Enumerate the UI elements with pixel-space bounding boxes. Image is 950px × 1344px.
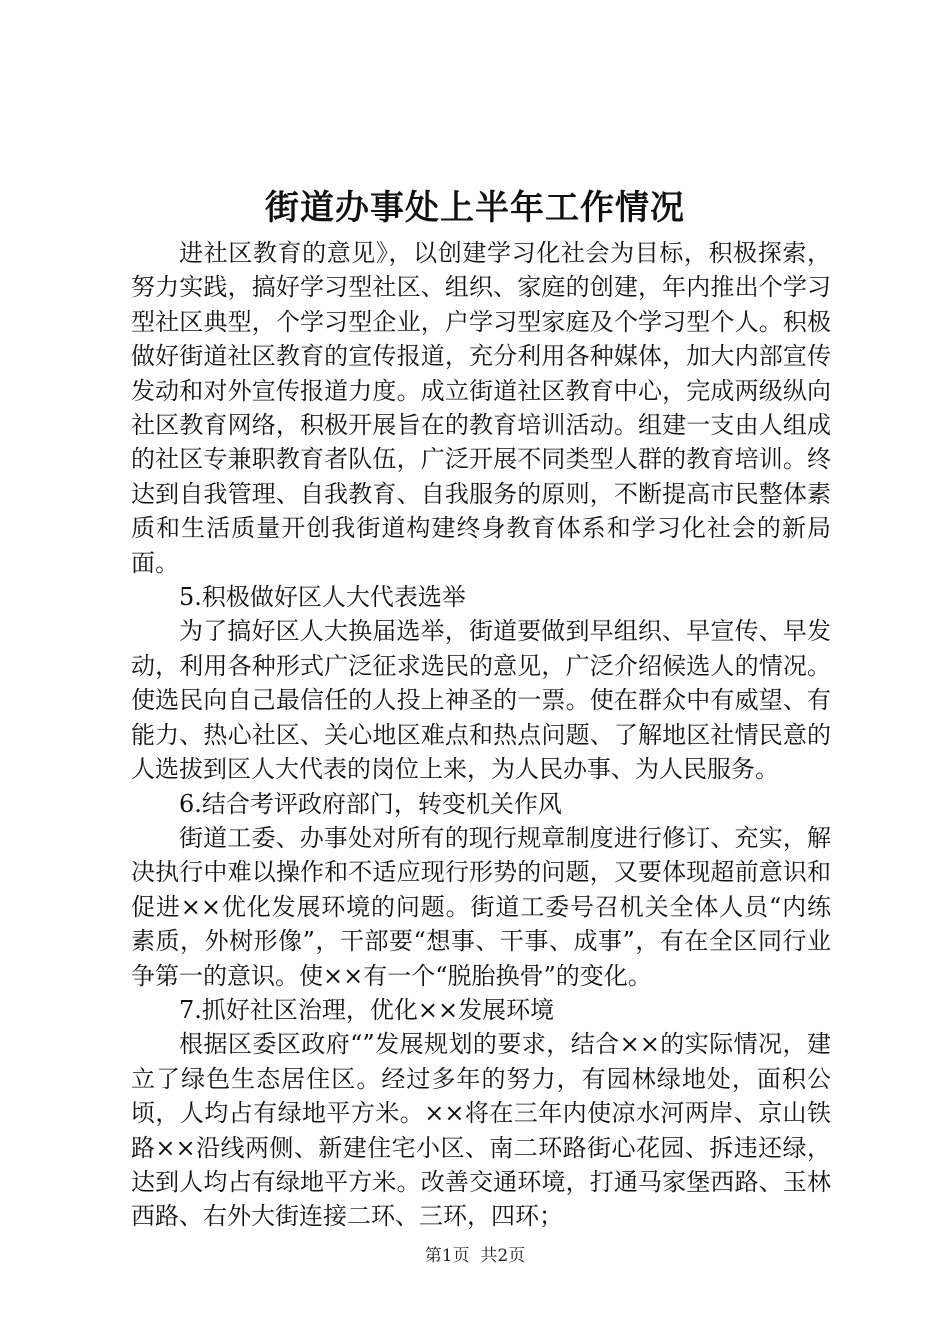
section-heading: 5.积极做好区人大代表选举 <box>179 583 466 612</box>
page-number: 第1页 <box>424 1246 470 1266</box>
document-body <box>131 236 831 1234</box>
page-footer <box>0 1244 950 1268</box>
body-paragraph: 为了搞好区人大换届选举，街道要做到早组织、早宣传、早发动，利用各种形式广泛征求选民的意见，广泛介绍候选人的情况。使选民向自己最信任的人投上神圣的一票。使在群众中有威望、有能力、热心社区、关心地区难点和热点问题、了解地区社情民意的人选拔到区人大代表的岗位上来，为人民办事、为人民服务。 <box>131 617 831 784</box>
body-paragraph: 进社区教育的意见》，以创建学习化社会为目标，积极探索，努力实践，搞好学习型社区、组织、家庭的创建，年内推出个学习型社区典型，个学习型企业，户学习型家庭及个学习型个人。积极做好街道社区教育的宣传报道，充分利用各种媒体，加大内部宣传发动和对外宣传报道力度。成立街道社区教育中心，完成两级纵向社区教育网络，积极开展旨在的教育培训活动。组建一支由人组成的社区专兼职教育者队伍，广泛开展不同类型人群的教育培训。终达到自我管理、自我教育、自我服务的原则，不断提高市民整体素质和生活质量开创我街道构建终身教育体系和学习化社会的新局面。 <box>131 239 831 577</box>
section-heading: 6.结合考评政府部门，转变机关作风 <box>179 789 562 818</box>
page-total: 共2页 <box>480 1246 526 1266</box>
body-paragraph: 街道工委、办事处对所有的现行规章制度进行修订、充实，解决执行中难以操作和不适应现行形势的问题，又要体现超前意识和促进××优化发展环境的问题。街道工委号召机关全体人员“内练素质，外树形像”，干部要“想事、干事、成事”，有在全区同行业争第一的意识。使××有一个“脱胎换骨”的变化。 <box>131 823 831 990</box>
section-heading: 7.抓好社区治理，优化××发展环境 <box>179 995 555 1024</box>
document-title: 街道办事处上半年工作情况 <box>265 188 685 228</box>
body-paragraph: 根据区委区政府“”发展规划的要求，结合××的实际情况，建立了绿色生态居住区。经过多年的努力，有园林绿地处，面积公顷，人均占有绿地平方米。××将在三年内使凉水河两岸、京山铁路××沿线两侧、新建住宅小区、南二环路街心花园、拆违还绿，达到人均占有绿地平方米。改善交通环境，打通马家堡西路、玉林西路、右外大街连接二环、三环，四环； <box>131 1030 831 1231</box>
